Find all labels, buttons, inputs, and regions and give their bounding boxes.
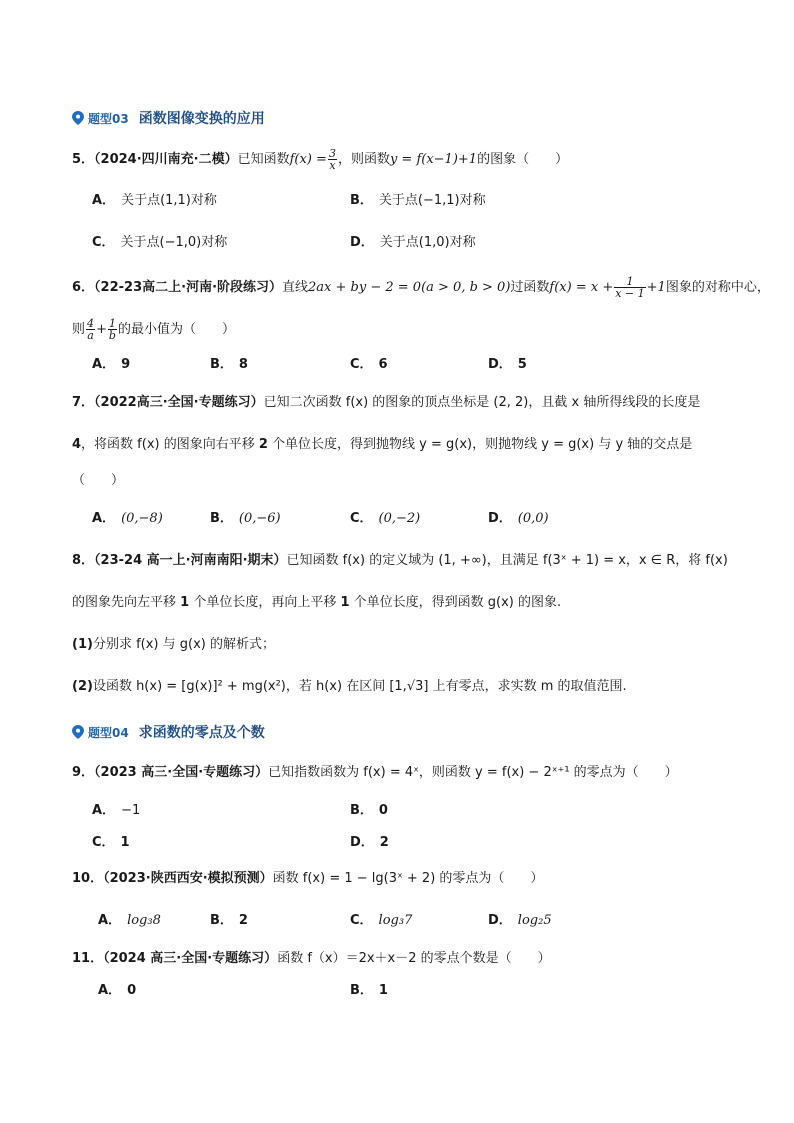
- option-c[interactable]: [350, 912, 412, 930]
- option-c[interactable]: [350, 356, 388, 374]
- question-8-stem: [72, 552, 728, 570]
- fraction: [328, 148, 337, 171]
- option-a[interactable]: [92, 802, 140, 820]
- option-d[interactable]: [488, 510, 549, 528]
- option-label: A．: [92, 357, 116, 372]
- fraction-numerator: 3: [328, 147, 336, 160]
- option-text: 0: [378, 803, 388, 818]
- math-expression: +1: [646, 280, 666, 295]
- question-11-stem: [72, 950, 551, 968]
- fraction-numerator: 1: [108, 317, 116, 330]
- stem-text: 个单位长度，得到函数 g(x) 的图象.: [349, 595, 562, 610]
- option-a[interactable]: [92, 510, 163, 528]
- math-expression: f(x) = x +: [549, 280, 614, 295]
- option-a[interactable]: [92, 356, 130, 374]
- option-label: C．: [350, 511, 373, 526]
- stem-text: 的最小值为（ ）: [117, 322, 235, 337]
- option-c[interactable]: [92, 234, 227, 252]
- section-tag: 题型03: [88, 111, 129, 126]
- question-number: 5．: [72, 152, 95, 167]
- question-number: 7．: [72, 395, 95, 410]
- section-heading-03: [72, 108, 265, 128]
- option-text: 6: [378, 357, 388, 372]
- option-a[interactable]: [92, 192, 217, 210]
- option-text: log₃8: [127, 913, 161, 928]
- option-label: D．: [350, 235, 374, 250]
- stem-number: 2: [258, 437, 268, 452]
- stem-text: 个单位长度，得到抛物线 y = g(x)，则抛物线 y = g(x) 与 y 轴的交点是: [267, 437, 693, 452]
- option-a[interactable]: [98, 982, 136, 1000]
- option-b[interactable]: [350, 802, 388, 820]
- stem-text: （ ）: [72, 473, 125, 488]
- option-d[interactable]: [488, 356, 527, 374]
- stem-text: 已知函数 f(x) 的定义域为 (1, +∞)，且满足 f(3ˣ + 1) = x，x ∈ R，将 f(x): [286, 553, 728, 568]
- stem-text: ，则函数: [337, 152, 390, 167]
- option-label: C．: [350, 357, 373, 372]
- question-7-stem: [72, 394, 700, 412]
- option-text: 0: [127, 983, 137, 998]
- question-number: 6．: [72, 280, 95, 295]
- question-10-stem: [72, 870, 543, 888]
- option-b[interactable]: [210, 510, 281, 528]
- stem-text: ，将函数 f(x) 的图象向右平移: [81, 437, 259, 452]
- option-text: 关于点(1,0)对称: [379, 235, 476, 250]
- option-text: (0,−2): [378, 511, 421, 526]
- section-title: 函数图像变换的应用: [138, 111, 265, 127]
- option-label: D．: [488, 511, 512, 526]
- question-source: （2022高三·全国·专题练习）: [94, 395, 264, 410]
- fraction-denominator: x: [329, 159, 336, 172]
- stem-text: 函数 f（x）＝2x＋x－2 的零点个数是（ ）: [277, 951, 551, 966]
- fraction: [86, 318, 95, 341]
- option-b[interactable]: [210, 912, 248, 930]
- question-source: （22-23高二上·河南·阶段练习）: [94, 280, 283, 295]
- question-source: （2023 高三·全国·专题练习）: [94, 765, 269, 780]
- option-label: B．: [210, 913, 233, 928]
- option-text: 2: [238, 913, 248, 928]
- location-pin-icon: [72, 111, 84, 125]
- stem-text: 的图象（ ）: [477, 152, 569, 167]
- fraction: [108, 318, 117, 341]
- option-label: C．: [92, 835, 115, 850]
- math-operator: +: [96, 322, 107, 337]
- option-a[interactable]: [98, 912, 161, 930]
- question-6-line-2: [72, 318, 235, 341]
- option-label: D．: [488, 357, 512, 372]
- option-label: A．: [98, 913, 122, 928]
- option-b[interactable]: [350, 982, 388, 1000]
- math-expression: f(x) =: [289, 152, 327, 167]
- question-7-line-2: [72, 436, 692, 454]
- section-title: 求函数的零点及个数: [138, 725, 265, 741]
- math-expression: 2ax + by − 2 = 0(a > 0, b > 0): [308, 280, 511, 295]
- option-label: C．: [350, 913, 373, 928]
- section-heading-04: [72, 722, 265, 742]
- part-text: 设函数 h(x) = [g(x)]² + mg(x²)，若 h(x) 在区间 [1,√3] 上有零点，求实数 m 的取值范围.: [92, 679, 627, 694]
- option-label: B．: [210, 357, 233, 372]
- stem-text: 直线: [282, 280, 309, 295]
- stem-number: 1: [340, 595, 350, 610]
- option-b[interactable]: [210, 356, 248, 374]
- option-label: A．: [98, 983, 122, 998]
- question-number: 11．: [72, 951, 104, 966]
- option-label: B．: [210, 511, 233, 526]
- question-source: （2024·四川南充·二模）: [94, 152, 238, 167]
- option-text: 关于点(−1,0)对称: [120, 235, 228, 250]
- question-5-stem: [72, 148, 568, 171]
- option-label: B．: [350, 193, 373, 208]
- question-8-part-2: [72, 678, 627, 696]
- fraction-denominator: b: [108, 329, 116, 342]
- option-text: 8: [238, 357, 248, 372]
- option-text: (0,−8): [121, 511, 163, 526]
- stem-text: 个单位长度，再向上平移: [189, 595, 341, 610]
- option-label: D．: [488, 913, 512, 928]
- question-source: （2024 高三·全国·专题练习）: [103, 951, 278, 966]
- fraction-numerator: 4: [87, 317, 95, 330]
- option-text: (0,0): [517, 511, 549, 526]
- option-c[interactable]: [92, 834, 130, 852]
- question-7-line-3: [72, 472, 124, 490]
- stem-text: 已知指数函数为 f(x) = 4ˣ，则函数 y = f(x) − 2ˣ⁺¹ 的零点为（ ）: [268, 765, 678, 780]
- option-label: C．: [92, 235, 115, 250]
- fraction-denominator: x − 1: [615, 287, 645, 300]
- stem-text: 函数 f(x) = 1 − lg(3ˣ + 2) 的零点为（ ）: [272, 871, 544, 886]
- question-8-part-1: [72, 636, 275, 654]
- location-pin-icon: [72, 725, 84, 739]
- fraction-denominator: a: [87, 329, 94, 342]
- option-label: A．: [92, 803, 116, 818]
- option-text: (0,−6): [238, 511, 281, 526]
- option-text: 1: [120, 835, 130, 850]
- option-label: B．: [350, 983, 373, 998]
- option-label: A．: [92, 511, 116, 526]
- part-text: 分别求 f(x) 与 g(x) 的解析式；: [92, 637, 275, 652]
- option-text: 5: [517, 357, 527, 372]
- question-number: 9．: [72, 765, 95, 780]
- option-d[interactable]: [488, 912, 552, 930]
- option-label: D．: [350, 835, 374, 850]
- question-source: （23-24 高一上·河南南阳·期末）: [94, 553, 287, 568]
- section-tag: 题型04: [88, 725, 129, 740]
- question-8-line-2: [72, 594, 561, 612]
- option-c[interactable]: [350, 510, 420, 528]
- stem-text: 已知二次函数 f(x) 的图象的顶点坐标是 (2, 2)，且截 x 轴所得线段的长度是: [263, 395, 701, 410]
- question-9-stem: [72, 764, 678, 782]
- question-number: 10．: [72, 871, 104, 886]
- stem-text: 则: [72, 322, 86, 337]
- option-text: 关于点(1,1)对称: [121, 193, 217, 208]
- stem-text: 过函数: [510, 280, 550, 295]
- option-label: B．: [350, 803, 373, 818]
- stem-text: 已知函数: [237, 152, 290, 167]
- stem-number: 1: [180, 595, 190, 610]
- part-label: (1): [72, 637, 93, 652]
- option-text: 9: [121, 357, 131, 372]
- option-b[interactable]: [350, 192, 486, 210]
- option-text: 2: [379, 835, 389, 850]
- fraction: [614, 276, 645, 299]
- question-6-stem: [72, 276, 770, 299]
- part-label: (2): [72, 679, 93, 694]
- option-d[interactable]: [350, 234, 476, 252]
- option-d[interactable]: [350, 834, 389, 852]
- fraction-numerator: 1: [614, 276, 645, 288]
- math-expression: y = f(x−1)+1: [389, 152, 478, 167]
- option-text: log₃7: [378, 913, 413, 928]
- option-text: log₂5: [517, 913, 552, 928]
- stem-text: 图象的对称中心，: [665, 280, 770, 295]
- stem-text: 的图象先向左平移: [72, 595, 181, 610]
- question-number: 8．: [72, 553, 95, 568]
- stem-number: 4: [72, 437, 82, 452]
- option-text: 1: [378, 983, 388, 998]
- option-text: −1: [121, 803, 141, 818]
- question-source: （2023·陕西西安·模拟预测）: [103, 871, 273, 886]
- option-label: A．: [92, 193, 116, 208]
- option-text: 关于点(−1,1)对称: [378, 193, 486, 208]
